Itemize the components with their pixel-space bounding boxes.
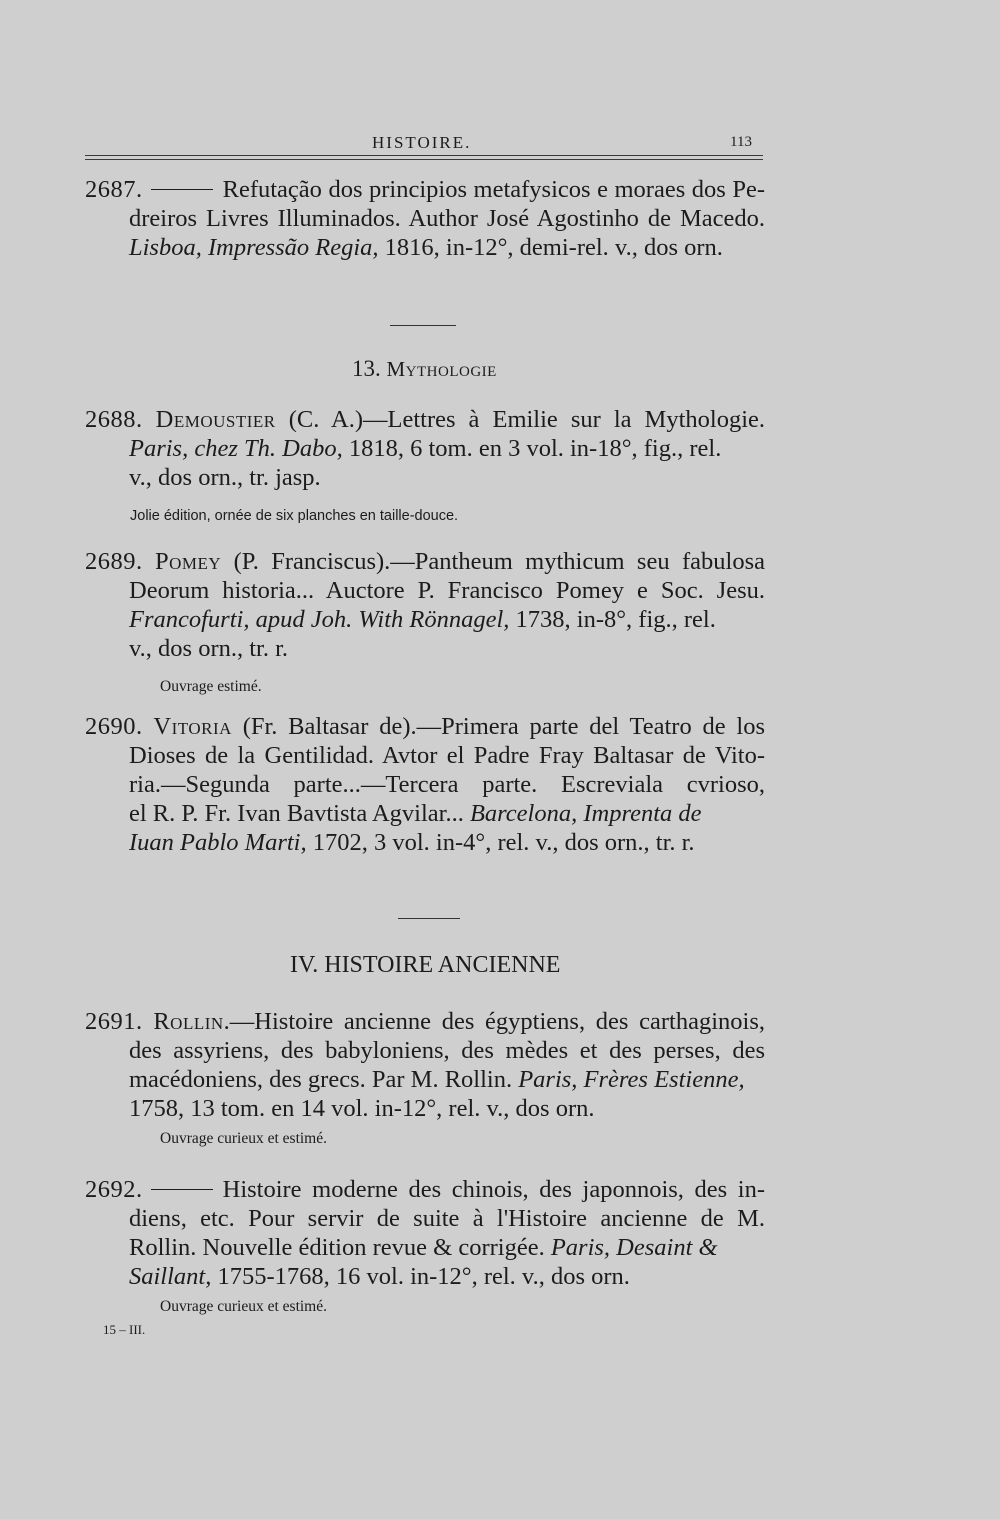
entry-2691 bbox=[85, 1007, 765, 1123]
entry-line: Dioses de la Gentilidad. Avtor el Padre Fray Baltasar de Vito- bbox=[129, 742, 765, 769]
entry-line: v., dos orn., tr. jasp. bbox=[129, 464, 321, 491]
entry-number: 2690. bbox=[85, 713, 143, 740]
entry-author: Vitoria bbox=[153, 713, 232, 740]
entry-number: 2691. bbox=[85, 1008, 143, 1035]
entry-line: Paris, chez Th. Dabo, 1818, 6 tom. en 3 vol. in-18°, fig., rel. bbox=[129, 435, 722, 462]
entry-author: Demoustier bbox=[155, 406, 276, 433]
entry-line: diens, etc. Pour servir de suite à l'Histoire ancienne de M. bbox=[129, 1205, 765, 1232]
separator-rule bbox=[398, 918, 460, 919]
entry-line: el R. P. Fr. Ivan Bavtista Agvilar... Barcelona, Imprenta de bbox=[129, 800, 702, 827]
entry-number: 2687. bbox=[85, 176, 143, 203]
entry-author: Pomey bbox=[155, 548, 222, 575]
section-heading-mythologie: 13. Mythologie bbox=[352, 356, 497, 381]
page-number: 113 bbox=[730, 134, 752, 150]
entry-2690 bbox=[85, 712, 765, 857]
entry-note: Ouvrage curieux et estimé. bbox=[160, 1298, 327, 1315]
entry-line: 2687. Refutação dos principios metafysicos e moraes dos Pe- bbox=[85, 176, 765, 203]
entry-line: Lisboa, Impressão Regia, 1816, in-12°, demi-rel. v., dos orn. bbox=[129, 234, 723, 261]
entry-2688 bbox=[85, 405, 765, 492]
entry-number: 2689. bbox=[85, 548, 143, 575]
entry-line: Rollin. Nouvelle édition revue & corrigée. Paris, Desaint & bbox=[129, 1234, 718, 1261]
entry-line: des assyriens, des babyloniens, des mèdes et des perses, des bbox=[129, 1037, 765, 1064]
entry-2687 bbox=[85, 175, 765, 262]
entry-line: dreiros Livres Illuminados. Author José Agostinho de Macedo. bbox=[129, 205, 765, 232]
entry-number: 2688. bbox=[85, 406, 143, 433]
entry-line: Iuan Pablo Marti, 1702, 3 vol. in-4°, rel. v., dos orn., tr. r. bbox=[129, 829, 695, 856]
entry-2689 bbox=[85, 547, 765, 663]
entry-line: Saillant, 1755-1768, 16 vol. in-12°, rel. v., dos orn. bbox=[129, 1263, 630, 1290]
entry-line: 2688. Demoustier (C. A.)—Lettres à Emilie sur la Mythologie. bbox=[85, 406, 766, 433]
ditto-dash bbox=[151, 189, 213, 190]
entry-line: 2689. Pomey (P. Franciscus).—Pantheum mythicum seu fabulosa bbox=[85, 548, 765, 575]
entry-line: ria.—Segunda parte...—Tercera parte. Escreviala cvrioso, bbox=[129, 771, 765, 798]
entry-line: v., dos orn., tr. r. bbox=[129, 635, 289, 662]
entry-note: Ouvrage estimé. bbox=[160, 678, 262, 695]
section-heading-histoire-ancienne: IV. HISTOIRE ANCIENNE bbox=[290, 952, 561, 978]
entry-line: 2690. Vitoria (Fr. Baltasar de).—Primera parte del Teatro de los bbox=[85, 713, 765, 740]
signature-mark: 15 – III. bbox=[103, 1322, 146, 1337]
header-rule bbox=[85, 155, 763, 160]
entry-line: 2691. Rollin.—Histoire ancienne des égyptiens, des carthaginois, bbox=[85, 1008, 766, 1035]
entry-line: Deorum historia... Auctore P. Francisco Pomey e Soc. Jesu. bbox=[129, 577, 765, 604]
entry-line: 2692. Histoire moderne des chinois, des japonnois, des in- bbox=[85, 1176, 765, 1203]
entry-line: 1758, 13 tom. en 14 vol. in-12°, rel. v., dos orn. bbox=[129, 1095, 595, 1122]
entry-note: Jolie édition, ornée de six planches en taille-douce. bbox=[130, 508, 459, 524]
running-header-title: HISTOIRE. bbox=[372, 133, 472, 152]
entry-line: macédoniens, des grecs. Par M. Rollin. Paris, Frères Estienne, bbox=[129, 1066, 745, 1093]
entry-author: Rollin bbox=[153, 1008, 224, 1035]
entry-note: Ouvrage curieux et estimé. bbox=[160, 1130, 327, 1147]
entry-number: 2692. bbox=[85, 1176, 143, 1203]
ditto-dash bbox=[151, 1189, 213, 1190]
entry-line: Francofurti, apud Joh. With Rönnagel, 1738, in-8°, fig., rel. bbox=[129, 606, 716, 633]
entry-2692 bbox=[85, 1175, 765, 1291]
separator-rule bbox=[390, 325, 456, 326]
